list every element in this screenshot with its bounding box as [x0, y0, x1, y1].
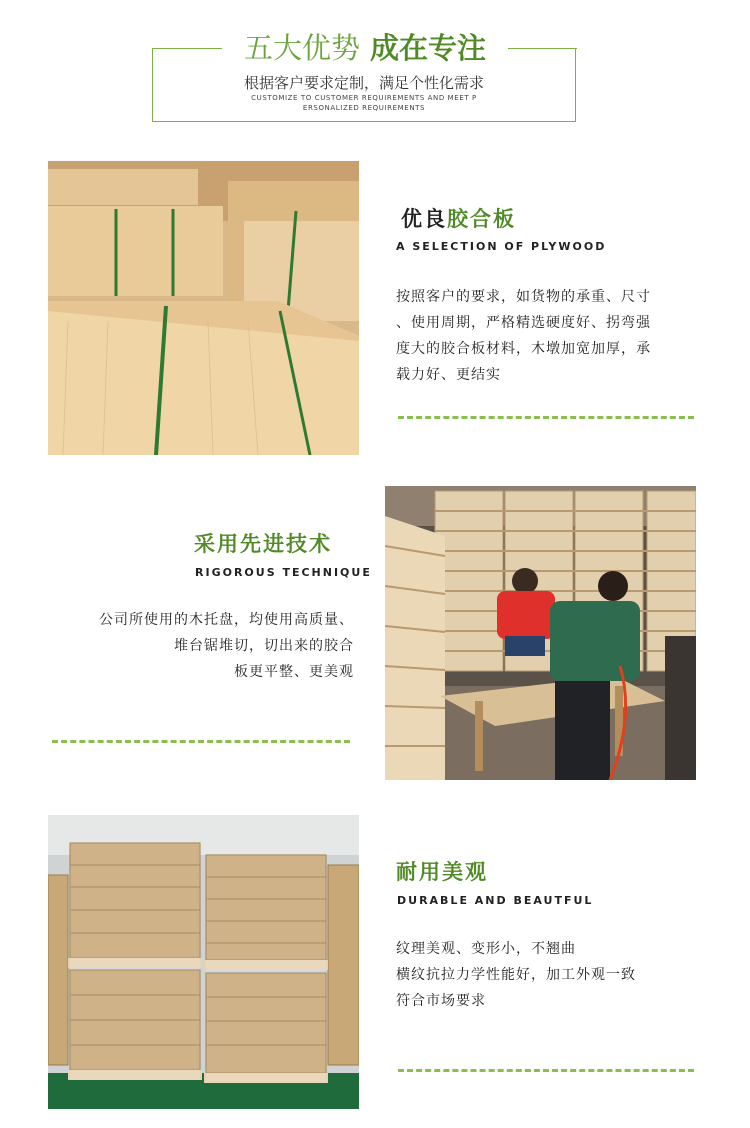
section-2-body — [40, 607, 354, 685]
header-line-left — [152, 48, 222, 49]
pallets-stock-photo — [48, 815, 359, 1109]
section-3-line: 纹理美观、变形小，不翘曲 — [396, 941, 576, 957]
section-2-title — [194, 531, 332, 557]
header-line-right — [508, 48, 577, 49]
section-2-line: 板更平整、更美观 — [234, 664, 354, 680]
section-1-title-green: 胶合板 — [447, 207, 516, 231]
page-subtitle-en: CUSTOMIZE TO CUSTOMER REQUIREMENTS AND MEET P ERSONALIZED REQUIREMENTS — [251, 94, 477, 112]
section-1-title-dark: 优良 — [401, 207, 447, 231]
section-1-line: 按照客户的要求，如货物的承重、尺寸 — [396, 289, 651, 305]
section-3-body — [396, 936, 716, 1014]
section-3-title-green: 耐用美观 — [396, 860, 488, 884]
section-1-divider — [398, 416, 694, 419]
section-1-title — [401, 206, 516, 232]
section-3-divider — [398, 1069, 694, 1072]
section-1-line: 度大的胶合板材料，木墩加宽加厚，承 — [396, 341, 651, 357]
section-2-title-green: 采用先进技术 — [194, 532, 332, 556]
section-2-divider — [52, 740, 350, 743]
section-2-line: 公司所使用的木托盘，均使用高质量、 — [99, 612, 354, 628]
workshop-photo — [385, 486, 696, 780]
section-1-body — [396, 284, 706, 388]
section-3-title — [396, 859, 488, 885]
plywood-photo — [48, 161, 359, 455]
page-title — [222, 30, 508, 66]
section-3-title-en: DURABLE AND BEAUTFUL — [397, 894, 594, 907]
section-2-line: 堆台锯堆切，切出来的胶合 — [174, 638, 354, 654]
section-1-line: 、使用周期，严格精选硬度好、拐弯强 — [396, 315, 651, 331]
section-3-line: 符合市场要求 — [396, 993, 486, 1009]
page-subtitle: 根据客户要求定制，满足个性化需求 — [243, 74, 484, 92]
title-bold: 成在专注 — [370, 31, 487, 65]
title-light: 五大优势 — [243, 31, 360, 65]
section-1-line: 载力好、更结实 — [396, 367, 501, 383]
section-1-title-en: A SELECTION OF PLYWOOD — [396, 240, 607, 253]
section-2-title-en: RIGOROUS TECHNIQUE — [195, 566, 372, 579]
section-3-line: 横纹抗拉力学性能好，加工外观一致 — [396, 967, 636, 983]
